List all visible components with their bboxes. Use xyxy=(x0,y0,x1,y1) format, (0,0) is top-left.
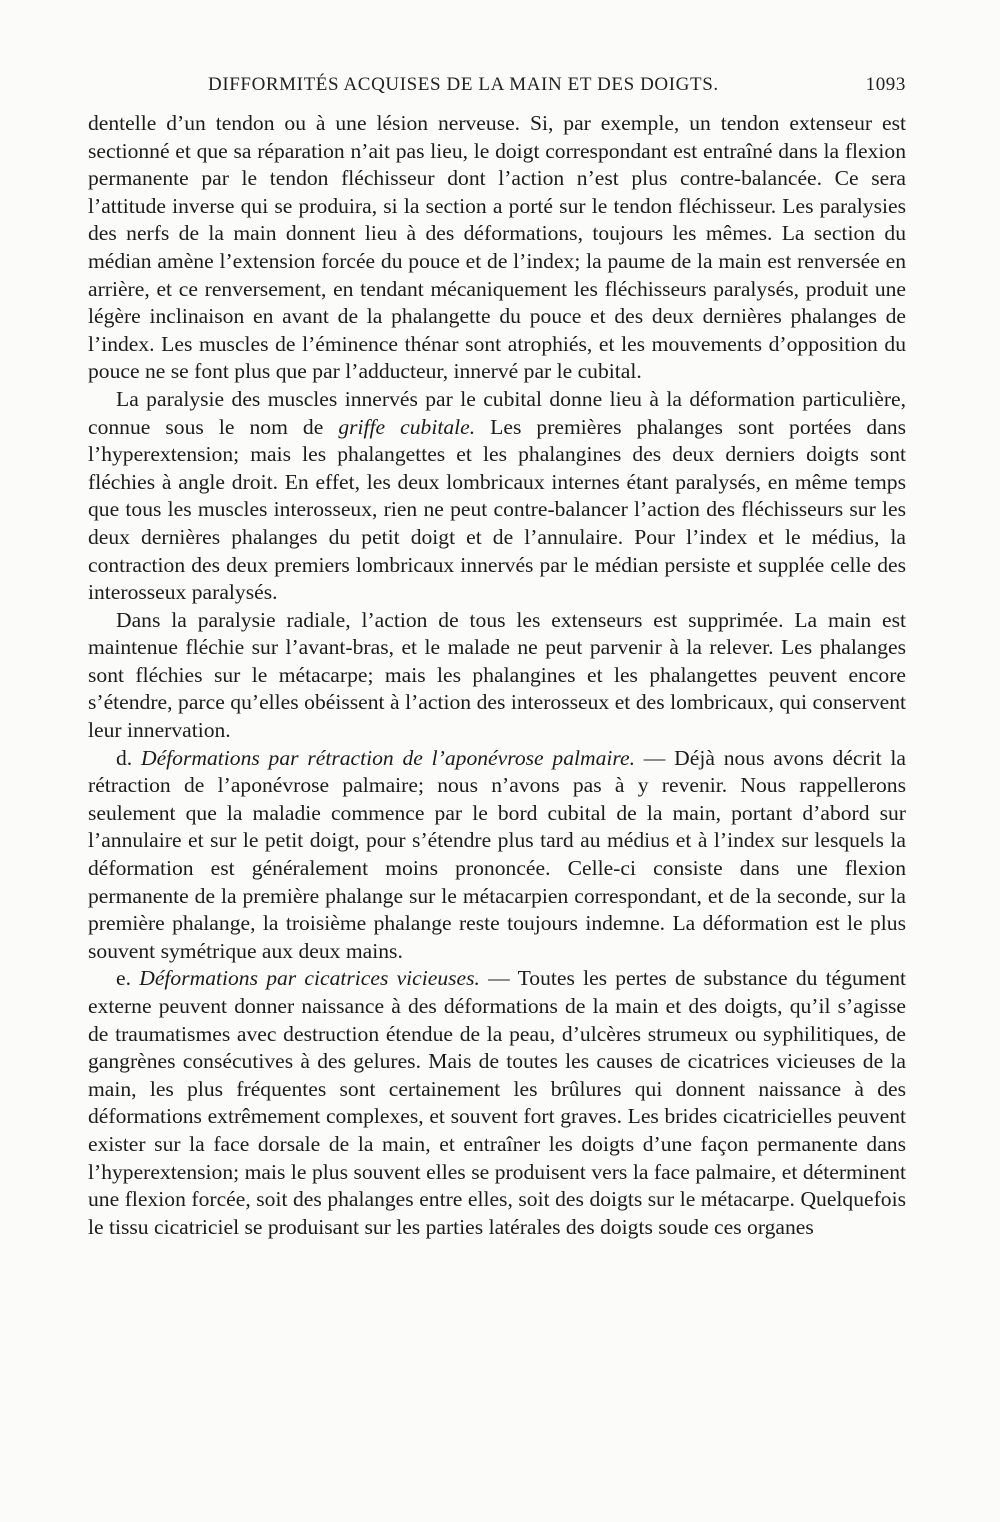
paragraph-2-text-b: Les premières phalanges sont portées dans l’hyperextension; mais les phalangettes et les phalangines des deux derniers doigts sont fléchies à angle droit. En effet, les deux lombricaux internes étant paralysés, en même temps que tous les muscles interosseux, rien ne peut contre-balancer l’action des fléchisseurs sur les deux dernières phalanges du petit doigt et de l’annulaire. Pour l’index et le médius, la contraction des deux premiers lombricaux innervés par le médian persiste et supplée celle des interosseux paralysés. xyxy=(88,414,907,605)
paragraph-2-italic: griffe cubitale. xyxy=(338,414,476,439)
section-d-text: — Déjà nous avons décrit la rétraction de l’aponévrose palmaire; nous n’avons pas à y revenir. Nous rappellerons seulement que la maladie commence par le bord cubital de la main, portant d’abord sur l’annulaire et sur le petit doigt, pour s’étendre plus tard au médius et à l’index sur lesquels la déformation est généralement moins prononcée. Celle-ci consiste dans une flexion permanente de la première phalange sur le métacarpien correspondant, et de la seconde, sur la première phalange, la troisième phalange reste toujours indemne. La déformation est le plus souvent symétrique aux deux mains. xyxy=(88,745,906,963)
paragraph-3: Dans la paralysie radiale, l’action de tous les extenseurs est supprimée. La main est maintenue fléchie sur l’avant-bras, et le malade ne peut parvenir à la relever. Les phalanges sont fléchies sur le métacarpe; mais les phalangines et les phalangettes peuvent encore s’étendre, parce qu’elles obéissent à l’action des interosseux et des lombricaux, qui conservent leur innervation. xyxy=(88,607,906,743)
page-number: 1093 xyxy=(865,74,906,95)
section-e-heading: Déformations par cicatrices vicieuses. xyxy=(139,966,480,991)
running-head xyxy=(90,74,906,102)
paragraph-1: dentelle d’un tendon ou à une lésion nerveuse. Si, par exemple, un tendon extenseur est sectionné et que sa réparation n’ait pas lieu, le doigt correspondant est entraîné dans la flexion permanente par le tendon fléchisseur dont l’action n’est plus contre-balancée. Ce sera l’attitude inverse qui se produira, si la section a porté sur le tendon fléchisseur. Les paralysies des nerfs de la main donnent lieu à des déformations, toujours les mêmes. La section du médian amène l’extension forcée du pouce et de l’index; la paume de la main est renversée en arrière, et ce renversement, en tendant mécaniquement les fléchisseurs paralysés, produit une légère inclinaison en avant de la phalangette du pouce et des deux dernières phalanges de l’index. Les muscles de l’éminence thénar sont atrophiés, et les mouvements d’opposition du pouce ne se font plus que par l’adducteur, innervé par le cubital. xyxy=(88,111,906,384)
section-e-text: — Toutes les pertes de substance du tégument externe peuvent donner naissance à des déformations de la main et des doigts, qu’il s’agisse de traumatismes avec destruction étendue de la peau, d’ulcères strumeux ou syphilitiques, de gangrènes consécutives à des gelures. Mais de toutes les causes de cicatrices vicieuses de la main, les plus fréquentes sont certainement les brûlures qui donnent naissance à des déformations extrêmement complexes, et souvent fort graves. Les brides cicatricielles peuvent exister sur la face dorsale de la main, et entraîner les doigts d’une façon permanente dans l’hyperextension; mais le plus souvent elles se produisent vers la face palmaire, et déterminent une flexion forcée, soit des phalanges entre elles, soit des doigts sur le métacarpe. Quelquefois le tissu cicatriciel se produisant sur les parties latérales des doigts soude ces organes xyxy=(88,966,907,1239)
paragraph-2 xyxy=(88,386,906,607)
section-e xyxy=(88,965,906,1241)
section-d-label: d. xyxy=(116,745,133,770)
section-d-heading: Déformations par rétraction de l’aponévrose palmaire. xyxy=(141,745,635,770)
section-e-label: e. xyxy=(116,966,131,991)
body-text xyxy=(88,110,906,1241)
paragraph-2-text-a: La paralysie des muscles innervés par le cubital donne lieu à la déformation particulière, connue sous le nom de xyxy=(88,386,906,439)
running-title: DIFFORMITÉS ACQUISES DE LA MAIN ET DES DOIGTS. xyxy=(208,74,719,95)
section-d xyxy=(88,745,906,966)
